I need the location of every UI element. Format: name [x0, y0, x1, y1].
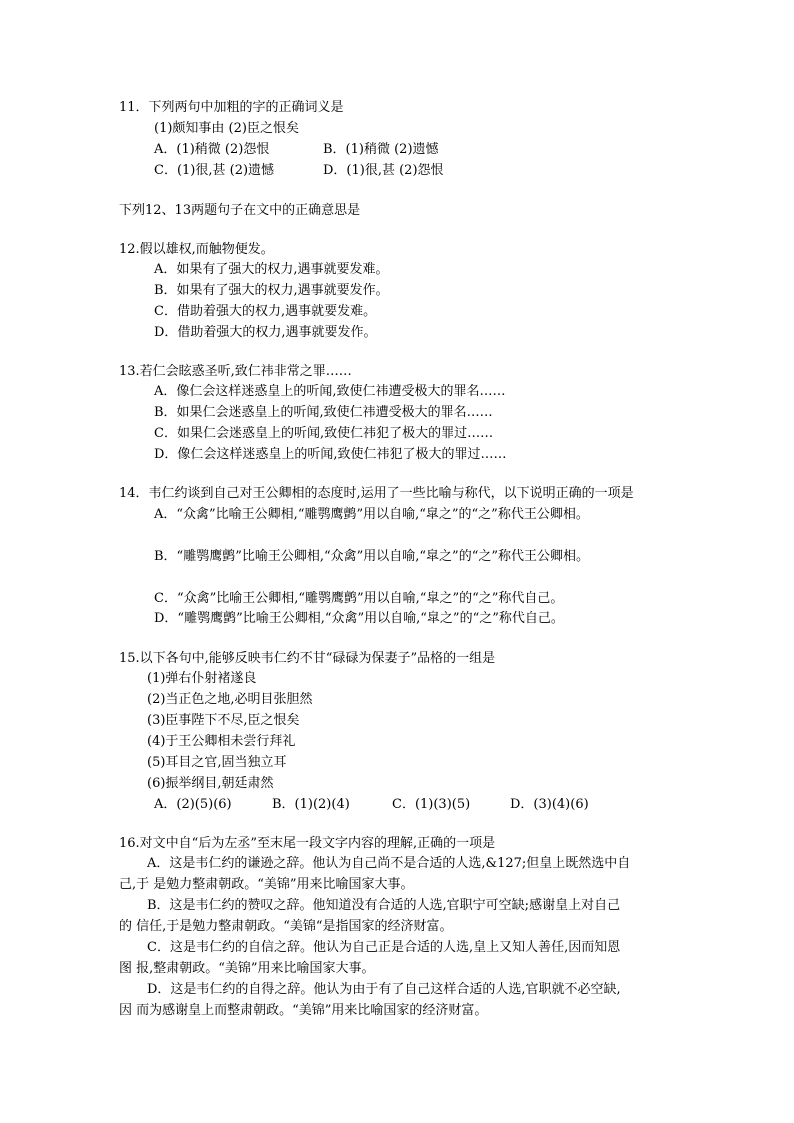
q15-item-3: (3)臣事陛下不尽,臣之恨矣	[147, 713, 300, 728]
q13-option-c: C．如果仁会迷惑皇上的听闻,致使仁祎犯了极大的罪过……	[154, 426, 494, 441]
q15-option-a: A．(2)(5)(6)	[154, 797, 232, 812]
q14-stem: 14．韦仁约谈到自己对王公卿相的态度时,运用了一些比喻与称代，以下说明正确的一项是	[119, 486, 634, 501]
q16-stem: 16.对文中自“后为左丞”至末尾一段文字内容的理解,正确的一项是	[119, 836, 496, 851]
q11-option-c: C．(1)很,甚 (2)遗憾	[154, 163, 275, 178]
q15-option-b: B．(1)(2)(4)	[272, 797, 350, 812]
q11-items: (1)颇知事由 (2)臣之恨矣	[154, 121, 299, 136]
q13-stem: 13.若仁会眩惑圣听,致仁祎非常之罪……	[119, 364, 352, 379]
q16-option-a-line1: A．这是韦仁约的谦逊之辞。他认为自己尚不是合适的人选,&127;但皇上既然选中自	[147, 856, 631, 871]
section-intro: 下列12、13两题句子在文中的正确意思是	[119, 203, 361, 218]
q15-option-d: D．(3)(4)(6)	[510, 797, 589, 812]
q13-option-d: D．像仁会这样迷惑皇上的听闻,致使仁祎犯了极大的罪过……	[154, 447, 507, 462]
q16-option-c-line1: C．这是韦仁约的自信之辞。他认为自己正是合适的人选,皇上又知人善任,因而知恩	[147, 940, 621, 955]
q12-option-a: A．如果有了强大的权力,遇事就要发难。	[154, 262, 389, 277]
q15-item-2: (2)当正色之地,必明目张胆然	[147, 692, 313, 707]
q14-option-b: B．“雕鹗鹰鹯”比喻王公卿相,“众禽”用以自喻,“皐之”的“之”称代王公卿相。	[154, 549, 589, 564]
q11-stem: 11．下列两句中加粗的字的正确词义是	[119, 100, 344, 115]
q16-option-a-line2: 己,于 是勉力整肃朝政。“美锦”用来比喻国家大事。	[119, 877, 414, 892]
q15-item-4: (4)于王公卿相未尝行拜礼	[147, 734, 296, 749]
q15-item-6: (6)振举纲目,朝廷肃然	[147, 776, 274, 791]
q14-option-a: A．“众禽”比喻王公卿相,“雕鹗鹰鹯”用以自喻,“皐之”的“之”称代王公卿相。	[154, 507, 589, 522]
q15-stem: 15.以下各句中,能够反映韦仁约不甘“碌碌为保妻子”品格的一组是	[119, 651, 496, 666]
q13-option-b: B．如果仁会迷惑皇上的听闻,致使仁祎遭受极大的罪名……	[154, 405, 493, 420]
q13-option-a: A．像仁会这样迷惑皇上的听闻,致使仁祎遭受极大的罪名……	[154, 384, 506, 399]
q16-option-b-line2: 的 信任,于是勉力整肃朝政。“美锦“是指国家的经济财富。	[119, 919, 453, 934]
q15-option-c: C．(1)(3)(5)	[392, 797, 471, 812]
q16-option-d-line2: 因 而为感谢皇上而整肃朝政。“美锦”用来比喻国家的经济财富。	[119, 1003, 488, 1018]
q11-option-a: A．(1)稍微 (2)怨恨	[154, 142, 270, 157]
q15-item-1: (1)弹右仆射褚遂良	[147, 671, 257, 686]
q12-option-b: B．如果有了强大的权力,遇事就要发作。	[154, 283, 389, 298]
q15-item-5: (5)耳目之官,固当独立耳	[147, 755, 287, 770]
q12-option-c: C．借助着强大的权力,遇事就要发难。	[154, 304, 377, 319]
q16-option-b-line1: B．这是韦仁约的赞叹之辞。他知道没有合适的人选,官职宁可空缺;感谢皇上对自己	[147, 898, 621, 913]
q11-option-b: B．(1)稍微 (2)遗憾	[323, 142, 439, 157]
q14-option-c: C．“众禽”比喻王公卿相,“雕鹗鹰鹯”用以自喻,“皐之”的“之”称代自己。	[154, 591, 564, 606]
q16-option-d-line1: D．这是韦仁约的自得之辞。他认为由于有了自己这样合适的人选,官职就不必空缺,	[147, 982, 621, 997]
q16-option-c-line2: 图 报,整肃朝政。“美锦”用来比喻国家大事。	[119, 961, 375, 976]
q12-option-d: D．借助着强大的权力,遇事就要发作。	[154, 325, 377, 340]
q14-option-d: D．“雕鹗鹰鹯”比喻王公卿相,“众禽”用以自喻,“皐之”的“之”称代自己。	[154, 611, 564, 626]
q11-option-d: D．(1)很,甚 (2)怨恨	[323, 163, 444, 178]
q12-stem: 12.假以雄权,而触物便发。	[119, 242, 274, 257]
